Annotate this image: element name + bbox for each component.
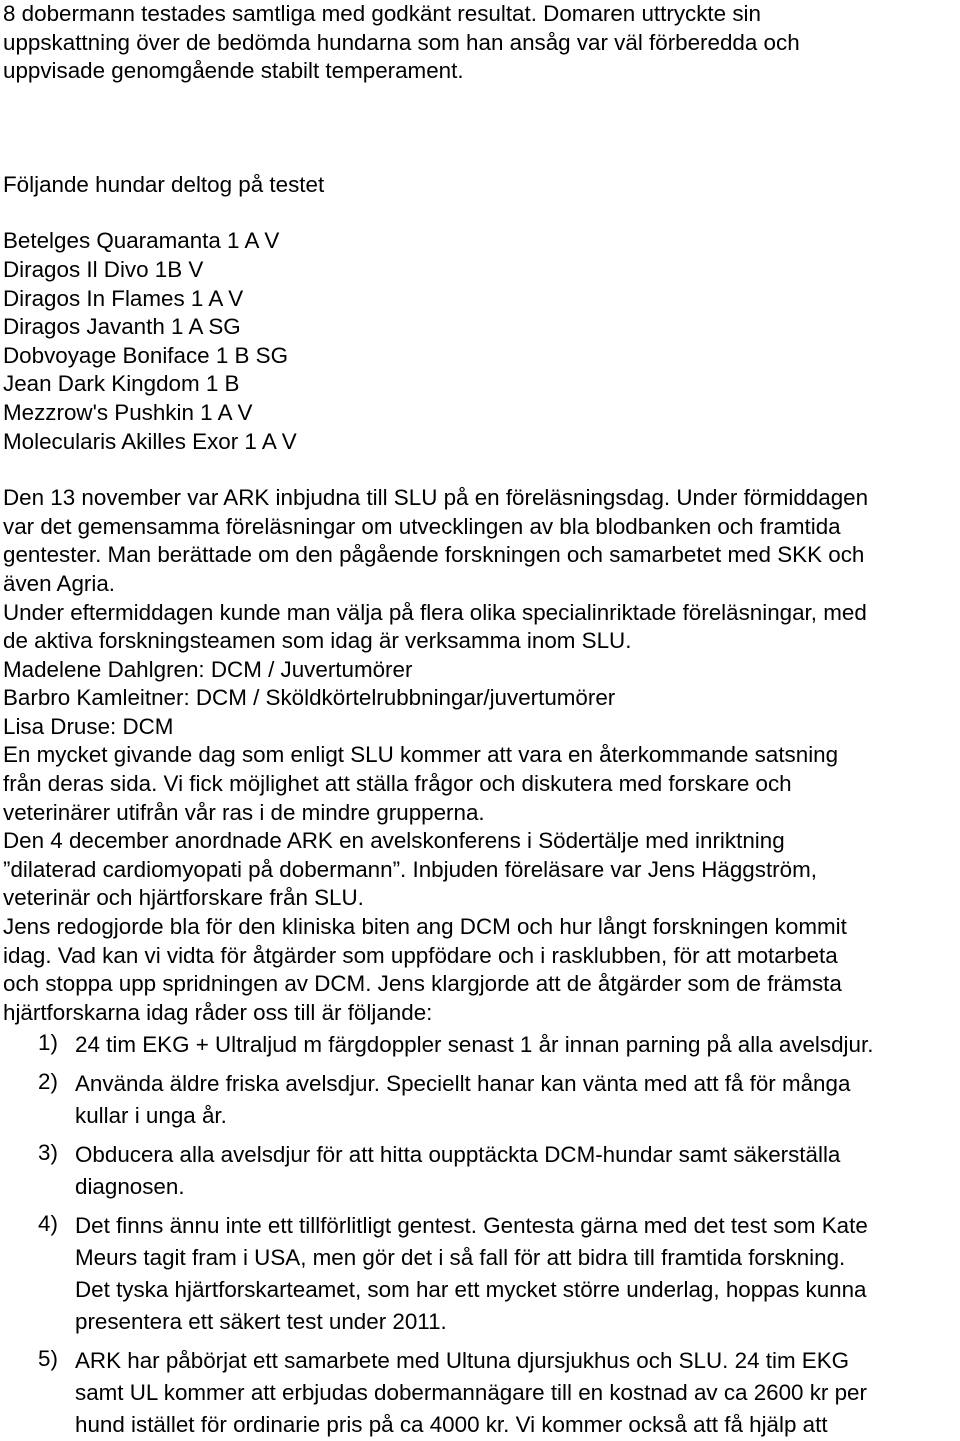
text-line: veterinärer utifrån vår ras i de mindre grupperna. [3,799,485,825]
measure-item [3,1029,958,1061]
text-line: 8 dobermann testades samtliga med godkänt resultat. Domaren uttryckte sin [3,1,761,26]
dog-result: Mezzrow's Pushkin 1 A V [3,399,253,425]
text-line: Jens redogjorde bla för den kliniska biten ang DCM och hur långt forskningen kommit [3,914,847,940]
item-number: 5) [38,1346,58,1372]
item-line: samt UL kommer att erbjudas dobermannägare till en kostnad av ca 2600 kr per [75,1380,867,1406]
item-line: hund istället för ordinarie pris på ca 4000 kr. Vi kommer också att få hjälp att [75,1412,828,1438]
item-number: 1) [38,1030,58,1056]
text-line: gentester. Man berättade om den pågående forskningen och samarbetet med SKK och [3,542,865,568]
text-line: var det gemensamma föreläsningar om utvecklingen av bla blodbanken och framtida [3,513,841,539]
dog-result: Betelges Quaramanta 1 A V [3,228,280,254]
text-line: uppvisade genomgående stabilt temperament. [3,58,464,84]
item-line: 24 tim EKG + Ultraljud m färgdoppler senast 1 år innan parning på alla avelsdjur. [75,1032,874,1058]
item-number: 2) [38,1069,58,1095]
item-line: ARK har påbörjat ett samarbete med Ultuna djursjukhus och SLU. 24 tim EKG [75,1348,850,1374]
dog-result: Dobvoyage Boniface 1 B SG [3,342,289,368]
text-line: de aktiva forskningsteamen som idag är verksamma inom SLU. [3,628,632,654]
text-line: En mycket givande dag som enligt SLU kommer att vara en återkommande satsning [3,742,839,768]
text-line: Den 13 november var ARK inbjudna till SLU på en föreläsningsdag. Under förmiddagen [3,485,869,511]
text-line: Den 4 december anordnade ARK en avelskonferens i Södertälje med inriktning [3,828,785,854]
item-line: Obducera alla avelsdjur för att hitta oupptäckta DCM-hundar samt säkerställa [75,1142,841,1168]
document-page [3,0,958,1441]
text-line: uppskattning över de bedömda hundarna som han ansåg var väl förberedda och [3,29,800,55]
text-line: och stoppa upp spridningen av DCM. Jens klargjorde att de åtgärder som de främsta [3,971,842,997]
dog-result: Diragos Il Divo 1B V [3,256,204,282]
text-line: veterinär och hjärtforskare från SLU. [3,885,364,911]
measure-item [3,1139,958,1203]
text-line: Under eftermiddagen kunde man välja på flera olika specialinriktade föreläsningar, med [3,599,867,625]
lecturer-line: Madelene Dahlgren: DCM / Juvertumörer [3,656,413,682]
lecturer-line: Barbro Kamleitner: DCM / Sköldkörtelrubbningar/juvertumörer [3,685,616,711]
text-line: från deras sida. Vi fick möjlighet att ställa frågor och diskutera med forskare och [3,771,792,797]
item-line: Det tyska hjärtforskarteamet, som har ett mycket större underlag, hoppas kunna [75,1277,867,1303]
item-line: Använda äldre friska avelsdjur. Speciellt hanar kan vänta med att få för många [75,1071,851,1097]
item-line: kullar i unga år. [75,1103,227,1129]
item-line: diagnosen. [75,1174,185,1200]
text-line: hjärtforskarna idag råder oss till är följande: [3,999,433,1025]
item-line: presentera ett säkert test under 2011. [75,1309,447,1335]
measure-item [3,1210,958,1338]
measure-item [3,1068,958,1132]
item-line: Meurs tagit fram i USA, men gör det i så fall för att bidra till framtida forskning. [75,1245,846,1271]
lecturer-line: Lisa Druse: DCM [3,713,174,739]
item-line: Det finns ännu inte ett tillförlitligt gentest. Gentesta gärna med det test som Kate [75,1213,868,1239]
measures-list [3,1029,958,1441]
item-number: 4) [38,1211,58,1237]
dog-result: Jean Dark Kingdom 1 B [3,371,240,397]
dogs-heading: Följande hundar deltog på testet [3,171,325,197]
text-line: ”dilaterad cardiomyopati på dobermann”. Inbjuden föreläsare var Jens Häggström, [3,856,817,882]
text-line: idag. Vad kan vi vidta för åtgärder som uppfödare och i rasklubben, för att motarbeta [3,942,838,968]
intro-paragraph [3,0,958,86]
text-line: även Agria. [3,570,116,596]
measure-item [3,1345,958,1441]
body-text [3,484,958,1027]
dog-results-list [3,227,958,456]
dog-result: Diragos In Flames 1 A V [3,285,244,311]
item-number: 3) [38,1140,58,1166]
dog-result: Diragos Javanth 1 A SG [3,314,241,340]
dog-result: Molecularis Akilles Exor 1 A V [3,428,297,454]
